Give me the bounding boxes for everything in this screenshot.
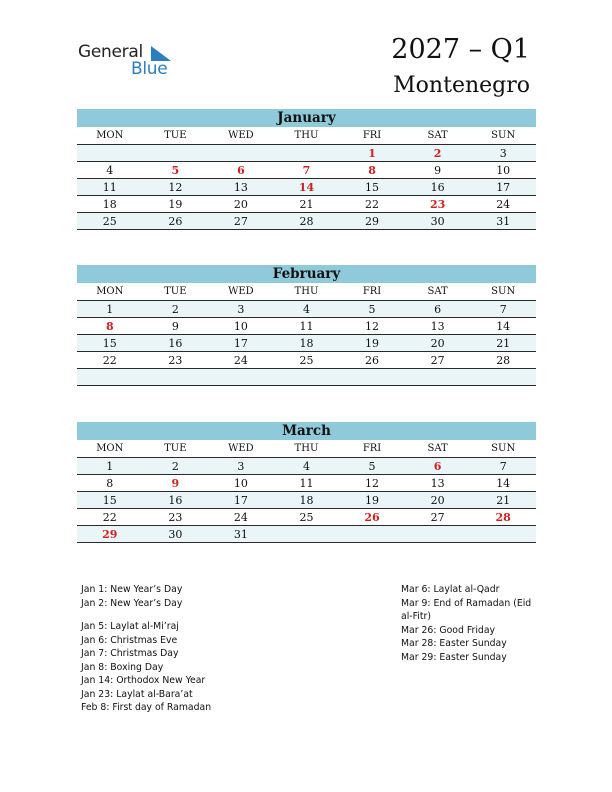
day-cell: 26 bbox=[339, 352, 405, 369]
month-grid bbox=[77, 283, 536, 386]
day-cell: 20 bbox=[405, 335, 471, 352]
day-cell: 7 bbox=[274, 162, 340, 179]
page-title: 2027 – Q1 bbox=[391, 34, 530, 65]
day-cell: 31 bbox=[470, 213, 536, 230]
day-cell: 18 bbox=[274, 492, 340, 509]
logo-word-blue: Blue bbox=[131, 59, 168, 79]
day-cell: 15 bbox=[77, 335, 143, 352]
day-cell: 31 bbox=[208, 526, 274, 543]
holiday-note: Mar 26: Good Friday bbox=[401, 624, 496, 636]
day-cell: 12 bbox=[143, 179, 209, 196]
country-name: Montenegro bbox=[393, 73, 530, 98]
day-cell: 28 bbox=[274, 213, 340, 230]
day-cell: 28 bbox=[470, 509, 536, 526]
day-cell: 2 bbox=[143, 301, 209, 318]
holiday-note: Jan 2: New Year’s Day bbox=[81, 597, 183, 609]
holiday-note: Jan 23: Laylat al-Bara’at bbox=[81, 688, 193, 700]
empty-day-cell bbox=[274, 145, 340, 162]
day-cell: 8 bbox=[339, 162, 405, 179]
day-cell: 20 bbox=[405, 492, 471, 509]
month-january bbox=[77, 109, 536, 230]
day-cell: 29 bbox=[339, 213, 405, 230]
day-cell: 22 bbox=[339, 196, 405, 213]
day-cell: 8 bbox=[77, 318, 143, 335]
day-cell: 9 bbox=[405, 162, 471, 179]
day-cell: 24 bbox=[208, 352, 274, 369]
day-cell: 10 bbox=[208, 318, 274, 335]
day-cell: 4 bbox=[274, 301, 340, 318]
week-row bbox=[77, 458, 536, 475]
week-row bbox=[77, 475, 536, 492]
week-row bbox=[77, 369, 536, 386]
day-cell: 4 bbox=[274, 458, 340, 475]
day-cell: 3 bbox=[470, 145, 536, 162]
week-row bbox=[77, 179, 536, 196]
day-cell: 4 bbox=[77, 162, 143, 179]
holiday-note: Jan 6: Christmas Eve bbox=[81, 634, 178, 646]
weekday-label: SUN bbox=[470, 127, 536, 145]
day-cell: 6 bbox=[208, 162, 274, 179]
day-cell: 14 bbox=[470, 318, 536, 335]
day-cell: 6 bbox=[405, 458, 471, 475]
holiday-note: Mar 9: End of Ramadan (Eid al-Fitr) bbox=[401, 597, 532, 622]
holiday-note: Mar 29: Easter Sunday bbox=[401, 651, 507, 663]
day-cell: 17 bbox=[208, 492, 274, 509]
month-february bbox=[77, 265, 536, 386]
weekday-label: TUE bbox=[143, 283, 209, 301]
holiday-note: Feb 8: First day of Ramadan bbox=[81, 702, 212, 713]
day-cell: 2 bbox=[405, 145, 471, 162]
weekday-label: FRI bbox=[339, 127, 405, 145]
weekday-label: MON bbox=[77, 127, 143, 145]
day-cell: 10 bbox=[208, 475, 274, 492]
day-cell: 3 bbox=[208, 301, 274, 318]
weekday-label: TUE bbox=[143, 440, 209, 458]
day-cell: 22 bbox=[77, 352, 143, 369]
day-cell: 25 bbox=[77, 213, 143, 230]
day-cell: 8 bbox=[77, 475, 143, 492]
empty-day-cell bbox=[208, 145, 274, 162]
day-cell: 27 bbox=[405, 352, 471, 369]
month-title: March bbox=[77, 422, 536, 440]
holiday-note: Jan 1: New Year’s Day bbox=[81, 584, 183, 595]
weekday-label: SAT bbox=[405, 127, 471, 145]
empty-day-cell bbox=[339, 369, 405, 386]
week-row bbox=[77, 213, 536, 230]
empty-day-cell bbox=[405, 369, 471, 386]
day-cell: 19 bbox=[143, 196, 209, 213]
day-cell: 25 bbox=[274, 509, 340, 526]
weekday-label: MON bbox=[77, 440, 143, 458]
day-cell: 16 bbox=[143, 335, 209, 352]
day-cell: 21 bbox=[470, 335, 536, 352]
day-cell: 9 bbox=[143, 475, 209, 492]
weekday-header-row bbox=[77, 127, 536, 145]
week-row bbox=[77, 492, 536, 509]
day-cell: 24 bbox=[208, 509, 274, 526]
week-row bbox=[77, 509, 536, 526]
holiday-note: Mar 6: Laylat al-Qadr bbox=[401, 584, 500, 595]
day-cell: 12 bbox=[339, 318, 405, 335]
weekday-label: FRI bbox=[339, 440, 405, 458]
day-cell: 21 bbox=[470, 492, 536, 509]
weekday-label: SUN bbox=[470, 283, 536, 301]
week-row bbox=[77, 318, 536, 335]
empty-day-cell bbox=[143, 145, 209, 162]
day-cell: 15 bbox=[77, 492, 143, 509]
empty-day-cell bbox=[405, 526, 471, 543]
weekday-header-row bbox=[77, 440, 536, 458]
generalblue-logo bbox=[78, 42, 178, 82]
weekday-label: WED bbox=[208, 127, 274, 145]
day-cell: 26 bbox=[339, 509, 405, 526]
month-grid bbox=[77, 440, 536, 543]
day-cell: 19 bbox=[339, 335, 405, 352]
day-cell: 17 bbox=[208, 335, 274, 352]
day-cell: 11 bbox=[274, 475, 340, 492]
weekday-label: SAT bbox=[405, 440, 471, 458]
week-row bbox=[77, 335, 536, 352]
weekday-label: MON bbox=[77, 283, 143, 301]
weekday-label: WED bbox=[208, 283, 274, 301]
day-cell: 9 bbox=[143, 318, 209, 335]
month-title: January bbox=[77, 109, 536, 127]
day-cell: 11 bbox=[274, 318, 340, 335]
day-cell: 19 bbox=[339, 492, 405, 509]
weekday-label: TUE bbox=[143, 127, 209, 145]
day-cell: 20 bbox=[208, 196, 274, 213]
day-cell: 13 bbox=[405, 318, 471, 335]
day-cell: 21 bbox=[274, 196, 340, 213]
day-cell: 13 bbox=[405, 475, 471, 492]
day-cell: 23 bbox=[405, 196, 471, 213]
empty-day-cell bbox=[339, 526, 405, 543]
day-cell: 15 bbox=[339, 179, 405, 196]
week-row bbox=[77, 162, 536, 179]
day-cell: 16 bbox=[143, 492, 209, 509]
month-march bbox=[77, 422, 536, 543]
week-row bbox=[77, 145, 536, 162]
day-cell: 7 bbox=[470, 458, 536, 475]
empty-day-cell bbox=[274, 526, 340, 543]
day-cell: 5 bbox=[339, 301, 405, 318]
day-cell: 2 bbox=[143, 458, 209, 475]
weekday-label: FRI bbox=[339, 283, 405, 301]
empty-day-cell bbox=[143, 369, 209, 386]
holiday-notes-left bbox=[81, 583, 211, 715]
day-cell: 22 bbox=[77, 509, 143, 526]
week-row bbox=[77, 196, 536, 213]
weekday-label: THU bbox=[274, 283, 340, 301]
holiday-note: Mar 28: Easter Sunday bbox=[401, 638, 507, 649]
empty-day-cell bbox=[274, 369, 340, 386]
day-cell: 26 bbox=[143, 213, 209, 230]
weekday-label: WED bbox=[208, 440, 274, 458]
day-cell: 5 bbox=[143, 162, 209, 179]
empty-day-cell bbox=[77, 369, 143, 386]
day-cell: 1 bbox=[339, 145, 405, 162]
day-cell: 10 bbox=[470, 162, 536, 179]
day-cell: 16 bbox=[405, 179, 471, 196]
holiday-note: Jan 5: Laylat al-Mi’raj bbox=[81, 621, 179, 632]
day-cell: 7 bbox=[470, 301, 536, 318]
day-cell: 29 bbox=[77, 526, 143, 543]
day-cell: 11 bbox=[77, 179, 143, 196]
weekday-label: SAT bbox=[405, 283, 471, 301]
weekday-label: THU bbox=[274, 440, 340, 458]
day-cell: 30 bbox=[405, 213, 471, 230]
week-row bbox=[77, 352, 536, 369]
day-cell: 14 bbox=[470, 475, 536, 492]
week-row bbox=[77, 301, 536, 318]
day-cell: 13 bbox=[208, 179, 274, 196]
day-cell: 1 bbox=[77, 458, 143, 475]
empty-day-cell bbox=[470, 526, 536, 543]
weekday-header-row bbox=[77, 283, 536, 301]
empty-day-cell bbox=[77, 145, 143, 162]
day-cell: 28 bbox=[470, 352, 536, 369]
day-cell: 18 bbox=[274, 335, 340, 352]
day-cell: 27 bbox=[405, 509, 471, 526]
month-title: February bbox=[77, 265, 536, 283]
day-cell: 24 bbox=[470, 196, 536, 213]
week-row bbox=[77, 526, 536, 543]
day-cell: 17 bbox=[470, 179, 536, 196]
day-cell: 12 bbox=[339, 475, 405, 492]
day-cell: 23 bbox=[143, 352, 209, 369]
holiday-notes-right bbox=[401, 583, 536, 664]
day-cell: 30 bbox=[143, 526, 209, 543]
day-cell: 1 bbox=[77, 301, 143, 318]
holiday-note: Jan 8: Boxing Day bbox=[81, 661, 164, 673]
empty-day-cell bbox=[470, 369, 536, 386]
day-cell: 23 bbox=[143, 509, 209, 526]
weekday-label: THU bbox=[274, 127, 340, 145]
month-grid bbox=[77, 127, 536, 230]
day-cell: 18 bbox=[77, 196, 143, 213]
holiday-note: Jan 7: Christmas Day bbox=[81, 648, 179, 659]
day-cell: 14 bbox=[274, 179, 340, 196]
day-cell: 6 bbox=[405, 301, 471, 318]
day-cell: 5 bbox=[339, 458, 405, 475]
weekday-label: SUN bbox=[470, 440, 536, 458]
holiday-note: Jan 14: Orthodox New Year bbox=[81, 675, 206, 686]
day-cell: 3 bbox=[208, 458, 274, 475]
empty-day-cell bbox=[208, 369, 274, 386]
day-cell: 25 bbox=[274, 352, 340, 369]
logo-word-general: General bbox=[78, 42, 143, 62]
day-cell: 27 bbox=[208, 213, 274, 230]
